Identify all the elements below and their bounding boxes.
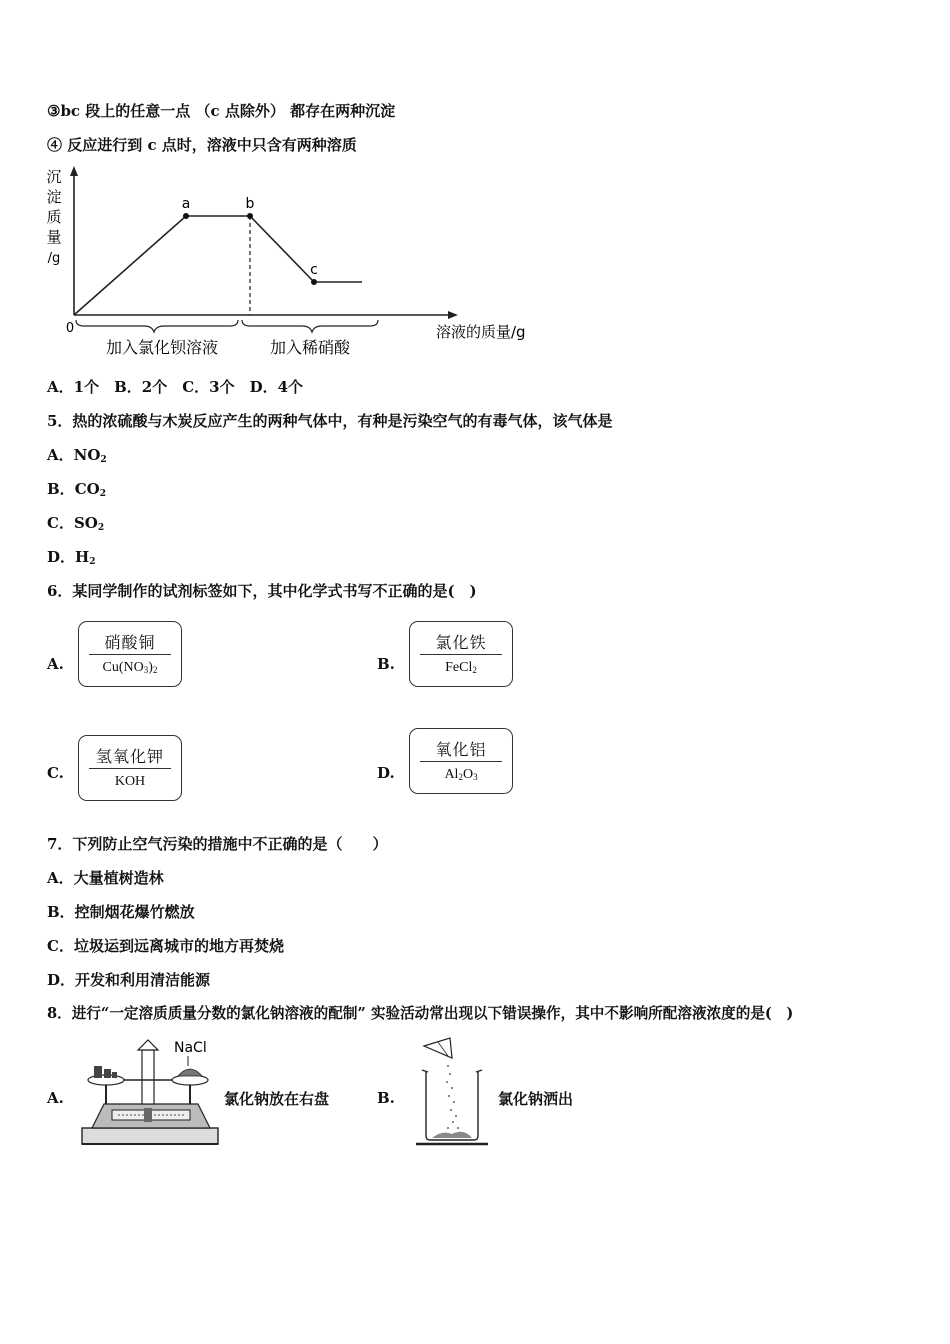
- reagent-formula: FeCl$_2$: [445, 660, 477, 675]
- point-c: [311, 279, 317, 285]
- precipitate-chart: [40, 160, 526, 365]
- x-axis-label: 溶液的质量/g: [436, 323, 526, 341]
- q6-option-d-letter[interactable]: D.: [377, 764, 395, 782]
- q7-option-d[interactable]: D．开发和利用清洁能源: [47, 971, 211, 989]
- point-b: [247, 213, 253, 219]
- reagent-label-b[interactable]: [409, 621, 513, 687]
- q6-option-c-letter[interactable]: C.: [47, 764, 64, 782]
- q7-option-a[interactable]: A．大量植树造林: [47, 869, 164, 887]
- region-label-hno3: 加入稀硝酸: [269, 338, 351, 357]
- point-label-c: c: [310, 262, 318, 278]
- reagent-formula: $Al_2O_3$: [444, 767, 478, 782]
- balance-scale-figure: [78, 1036, 223, 1148]
- reagent-label-d[interactable]: [409, 728, 513, 794]
- reagent-name: 硝酸铜: [104, 633, 156, 652]
- q4-options: A．1个 B．2个 C．3个 D．4个: [47, 378, 304, 396]
- y-axis-arrow: [70, 166, 78, 176]
- q5-stem: 5．热的浓硫酸与木炭反应产生的两种气体中，有种是污染空气的有毒气体，该气体是: [47, 412, 613, 430]
- point-label-a: a: [181, 196, 191, 212]
- q6-option-b-letter[interactable]: B.: [377, 655, 395, 673]
- q5-option-c[interactable]: C．$SO_2$: [47, 514, 105, 533]
- reagent-name: 氯化铁: [435, 633, 487, 652]
- reagent-formula: $Cu(NO_3)_2$: [102, 660, 158, 675]
- reagent-label-c[interactable]: [78, 735, 182, 801]
- q8-option-a-caption: 氯化钠放在右盘: [224, 1090, 330, 1108]
- spilling-beaker-figure: [412, 1036, 492, 1148]
- reagent-name: 氧化铝: [435, 740, 487, 759]
- y-axis-label-3: 质: [46, 208, 62, 226]
- series-line: [74, 216, 362, 315]
- y-axis-label-4: 量: [46, 228, 62, 246]
- q8-option-b-letter[interactable]: B.: [377, 1089, 395, 1107]
- q7-option-b[interactable]: B．控制烟花爆竹燃放: [47, 903, 195, 921]
- reagent-formula: KOH: [114, 774, 146, 789]
- label-divider: [420, 654, 502, 655]
- point-a: [183, 213, 189, 219]
- x-axis-arrow: [448, 311, 458, 319]
- q6-option-a-letter[interactable]: A.: [47, 655, 64, 673]
- y-axis-label-1: 沉: [46, 168, 62, 186]
- region-label-bacl2: 加入氯化钡溶液: [105, 338, 219, 357]
- brace-hno3: [242, 320, 378, 332]
- q8-stem: 8．进行“一定溶质质量分数的氯化钠溶液的配制” 实验活动常出现以下错误操作，其中不影响所配溶液浓度的是( ): [47, 1005, 794, 1022]
- reagent-name: 氢氧化钾: [95, 747, 164, 766]
- q7-option-c[interactable]: C．垃圾运到远离城市的地方再焚烧: [47, 937, 284, 955]
- label-divider: [89, 768, 171, 769]
- q8-option-a-letter[interactable]: A.: [47, 1089, 64, 1107]
- q5-option-a[interactable]: A．$NO_2$: [47, 446, 107, 465]
- q5-option-d[interactable]: D．$H_2$: [47, 548, 96, 567]
- q6-stem: 6．某同学制作的试剂标签如下，其中化学式书写不正确的是( ): [47, 582, 477, 600]
- reagent-label-a[interactable]: [78, 621, 182, 687]
- q5-option-b[interactable]: B．$CO_2$: [47, 480, 106, 499]
- statement-4: ④ 反应进行到 c 点时，溶液中只含有两种溶质: [47, 136, 357, 154]
- nacl-label: NaCl: [174, 1040, 207, 1056]
- label-divider: [420, 761, 502, 762]
- origin-label: 0: [65, 321, 75, 336]
- q8-option-b-caption: 氯化钠洒出: [498, 1090, 574, 1108]
- q7-stem: 7．下列防止空气污染的措施中不正确的是（ ）: [47, 835, 388, 853]
- statement-3: ③bc 段上的任意一点 （c 点除外） 都存在两种沉淀: [47, 102, 396, 120]
- brace-bacl2: [76, 320, 238, 332]
- point-label-b: b: [245, 196, 255, 212]
- y-axis-label-5: /g: [47, 251, 61, 266]
- label-divider: [89, 654, 171, 655]
- y-axis-label-2: 淀: [46, 188, 62, 206]
